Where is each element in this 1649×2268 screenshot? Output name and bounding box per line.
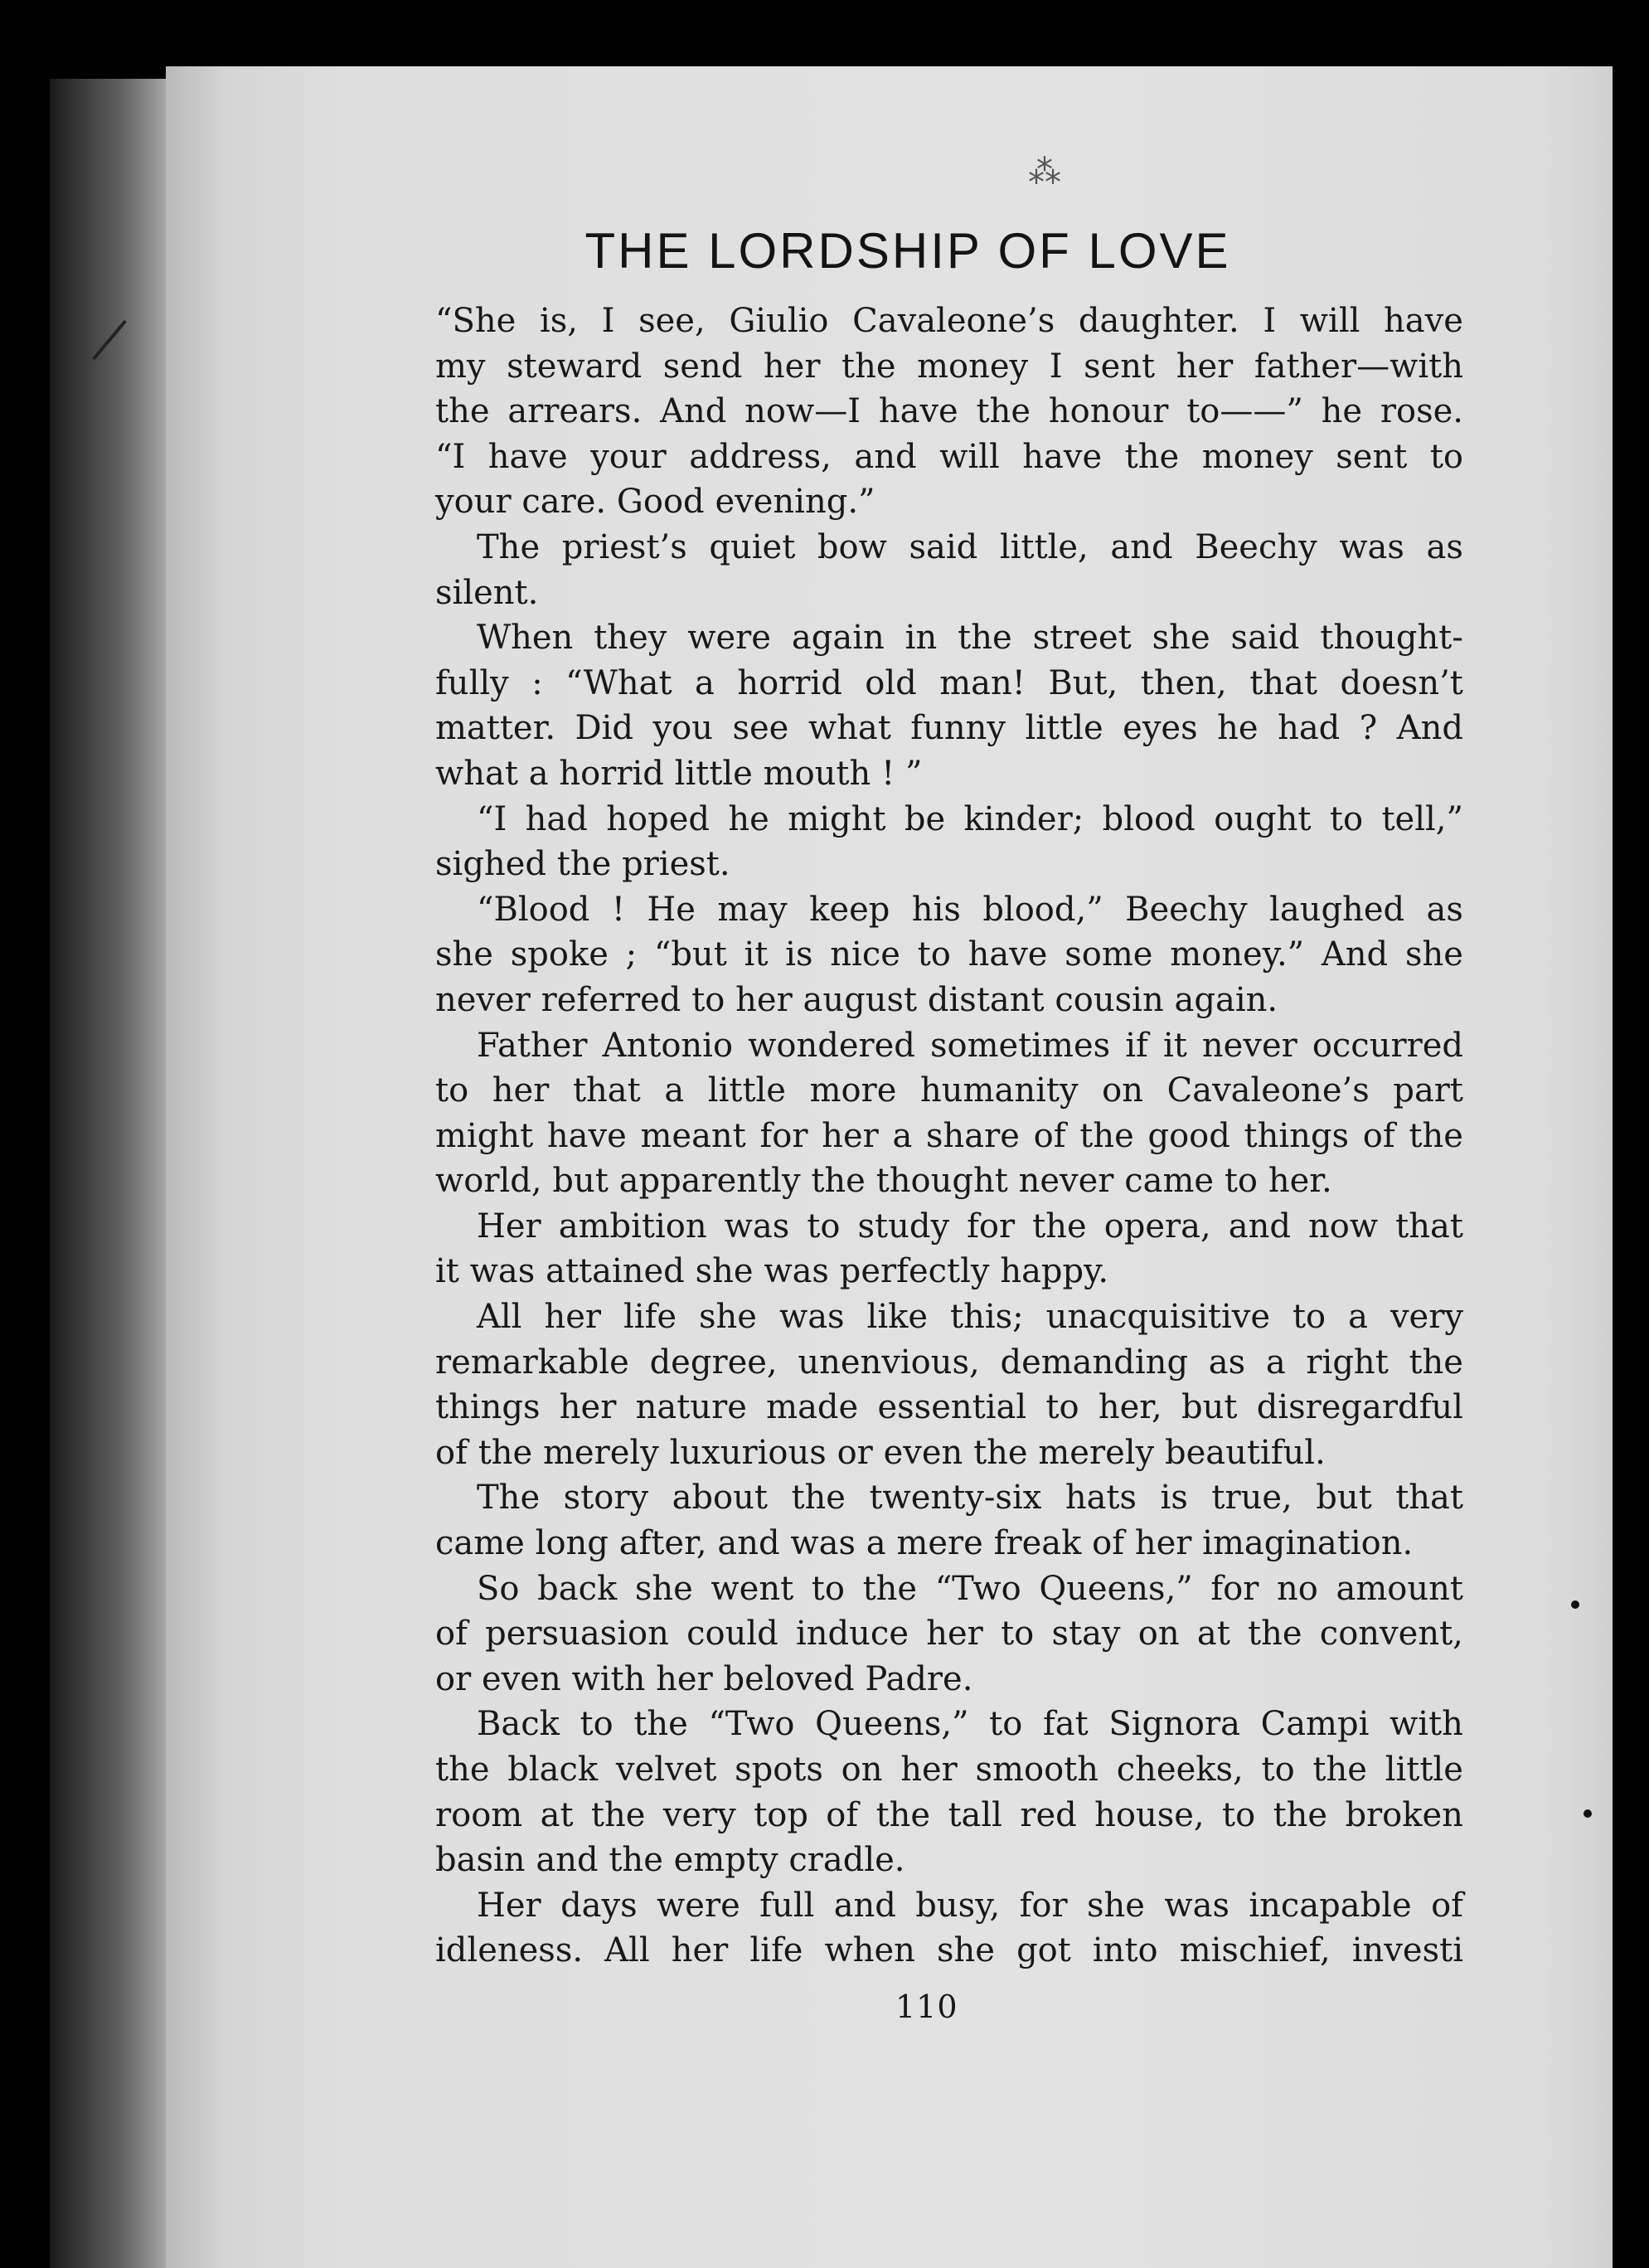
text-line: The priest’s quiet bow said little, and Beechy was as [477,527,1463,566]
text-line: my steward send her the money I sent her father—with [435,347,1463,386]
text-line: “Blood ! He may keep his blood,” Beechy laughed as [477,890,1463,929]
body-text [435,299,1463,1974]
text-line: All her life she was like this; unacquisitive to a very [477,1298,1463,1337]
text-line: Her days were full and busy, for she was incapable of [477,1886,1463,1925]
text-line: she spoke ; “but it is nice to have some money.” And she [435,935,1463,974]
ink-speck [1571,1600,1579,1609]
text-line: the arrears. And now—I have the honour to——” he rose. [435,392,1463,431]
text-line: matter. Did you see what funny little eyes he had ? And [435,709,1463,748]
text-line: The story about the twenty-six hats is true, but that [477,1479,1463,1518]
text-line: When they were again in the street she said thought- [477,619,1463,658]
text-line: Back to the “Two Queens,” to fat Signora Campi with [477,1705,1463,1744]
text-line: of the merely luxurious or even the merely beautiful. [435,1433,1326,1472]
text-line: or even with her beloved Padre. [435,1659,973,1698]
ink-smudge: ⁂ [1028,153,1061,192]
text-line: your care. Good evening.” [435,483,875,522]
text-line: what a horrid little mouth ! ” [435,754,923,793]
text-line: world, but apparently the thought never came to her. [435,1162,1332,1201]
text-line: So back she went to the “Two Queens,” for no amount [477,1569,1463,1608]
text-line: of persuasion could induce her to stay on at the convent, [435,1615,1463,1654]
text-line: silent. [435,573,539,612]
page-number: 110 [895,1989,958,2025]
text-line: never referred to her august distant cousin again. [435,980,1278,1019]
text-line: Father Antonio wondered sometimes if it never occurred [477,1026,1463,1065]
text-line: “She is, I see, Giulio Cavaleone’s daughter. I will have [435,302,1463,340]
ink-speck [1584,1809,1592,1818]
text-line: came long after, and was a mere freak of her imagination. [435,1524,1414,1563]
text-line: things her nature made essential to her, but disregardful [435,1388,1463,1427]
text-line: basin and the empty cradle. [435,1841,905,1880]
text-line: the black velvet spots on her smooth cheeks, to the little [435,1751,1463,1789]
text-line: to her that a little more humanity on Cavaleone’s part [435,1071,1463,1110]
text-line: Her ambition was to study for the opera, and now that [477,1207,1463,1246]
book-page-edges [50,79,174,2268]
text-line: room at the very top of the tall red house, to the broken [435,1795,1463,1834]
text-line: it was attained she was perfectly happy. [435,1252,1109,1291]
text-line: remarkable degree, unenvious, demanding as a right the [435,1343,1463,1382]
text-line: “I have your address, and will have the money sent to [435,437,1463,476]
text-line: might have meant for her a share of the good things of the [435,1116,1463,1155]
gutter-shadow [1613,66,1649,2268]
text-line: “I had hoped he might be kinder; blood ought to tell,” [477,799,1463,838]
text-line: sighed the priest. [435,845,730,884]
running-head: THE LORDSHIP OF LOVE [584,223,1231,279]
text-line: fully : “What a horrid old man! But, then, that doesn’t [435,663,1463,702]
text-line: idleness. All her life when she got into mischief, investi [435,1931,1463,1970]
